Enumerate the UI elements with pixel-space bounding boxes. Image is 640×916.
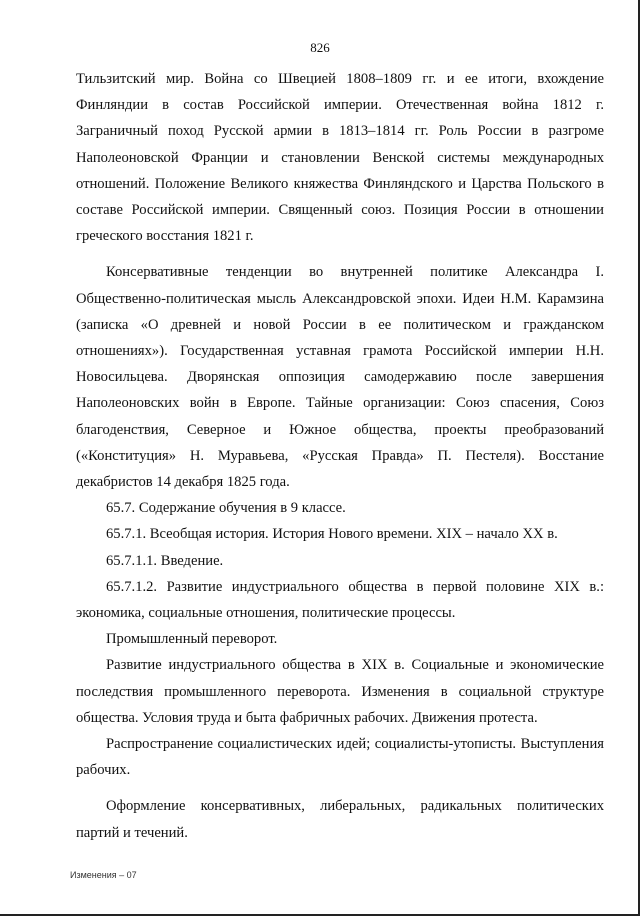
footer-changes-note: Изменения – 07 bbox=[70, 870, 137, 880]
paragraph-socialist-ideas: Распространение социалистических идей; социалисты-утописты. Выступления рабочих. bbox=[76, 736, 604, 779]
paragraph-section-65-7-1-2: 65.7.1.2. Развитие индустриального общества в первой половине XIX в.: экономика, социальные отношения, политические процессы. bbox=[76, 578, 604, 622]
paragraph-tilsit-peace: Тильзитский мир. Война со Швецией 1808–1809 гг. и ее итоги, вхождение Финляндии в состав Российской империи. Отечественная война 1812 г. Заграничный поход Русской армии в 1813–1814 гг. Роль России в разгроме Наполеоновской Франции и становлении Венской системы международных отношений. Положение Великого княжества Финляндского и Царства Польского в составе Российской империи. Священный союз. Позиция России в отношении греческого восстания 1821 г. bbox=[76, 71, 604, 245]
paragraph-section-65-7-1-1: 65.7.1.1. Введение. bbox=[106, 552, 224, 569]
paragraph-conservative-tendencies: Консервативные тенденции во внутренней политике Александра I. Общественно-политическая мысль Александровской эпохи. Идеи Н.М. Карамзина (записка «О древней и новой России в ее политическом и гражданском отношениях»). Государственная уставная грамота Российской империи Н.Н. Новосильцева. Дворянская оппозиция самодержавию после завершения Наполеоновских войн в Европе. Тайные организации: Союз спасения, Союз благоденствия, Северное и Южное общества, проекты преобразований («Конституция» Н. Муравьева, «Русская Правда» П. Пестеля). Восстание декабристов 14 декабря 1825 года. bbox=[76, 264, 604, 491]
page-number: 826 bbox=[310, 40, 330, 55]
paragraph-political-parties: Оформление консервативных, либеральных, радикальных политических партий и течений. bbox=[76, 798, 604, 841]
paragraph-industrial-revolution: Промышленный переворот. bbox=[106, 631, 278, 648]
paragraph-section-65-7: 65.7. Содержание обучения в 9 классе. bbox=[106, 500, 346, 517]
document-body bbox=[76, 66, 604, 846]
paragraph-section-65-7-1: 65.7.1. Всеобщая история. История Нового времени. XIX – начало XX в. bbox=[106, 526, 558, 543]
paragraph-industrial-society-development: Развитие индустриального общества в XIX в. Социальные и экономические последствия промышленного переворота. Изменения в социальной структуре общества. Условия труда и быта фабричных рабочих. Движения протеста. bbox=[76, 657, 604, 726]
